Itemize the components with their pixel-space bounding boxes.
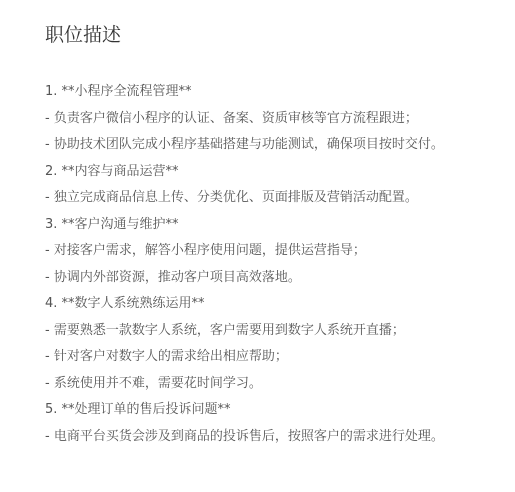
description-line: - 系统使用并不难，需要花时间学习。 — [45, 375, 262, 391]
description-line: - 针对客户对数字人的需求给出相应帮助； — [45, 349, 288, 364]
description-line: - 对接客户需求，解答小程序使用问题，提供运营指导； — [45, 243, 366, 258]
description-line: - 独立完成商品信息上传、分类优化、页面排版及营销活动配置。 — [45, 190, 418, 205]
description-line: 5. **处理订单的售后投诉问题** — [45, 402, 231, 417]
description-line: - 协调内外部资源，推动客户项目高效落地。 — [45, 269, 301, 285]
description-list — [45, 79, 510, 450]
description-line: 1. **小程序全流程管理** — [45, 84, 192, 99]
description-line: - 电商平台买货会涉及到商品的投诉售后，按照客户的需求进行处理。 — [45, 428, 444, 444]
description-line: 2. **内容与商品运营** — [45, 163, 179, 179]
section-title: 职位描述 — [45, 24, 122, 46]
description-line: 4. **数字人系统熟练运用** — [45, 296, 205, 311]
description-line: - 负责客户微信小程序的认证、备案、资质审核等官方流程跟进； — [45, 110, 418, 126]
description-line: - 需要熟悉一款数字人系统，客户需要用到数字人系统开直播； — [45, 322, 405, 338]
description-line: 3. **客户沟通与维护** — [45, 216, 179, 232]
description-line: - 协助技术团队完成小程序基础搭建与功能测试，确保项目按时交付。 — [45, 137, 444, 152]
